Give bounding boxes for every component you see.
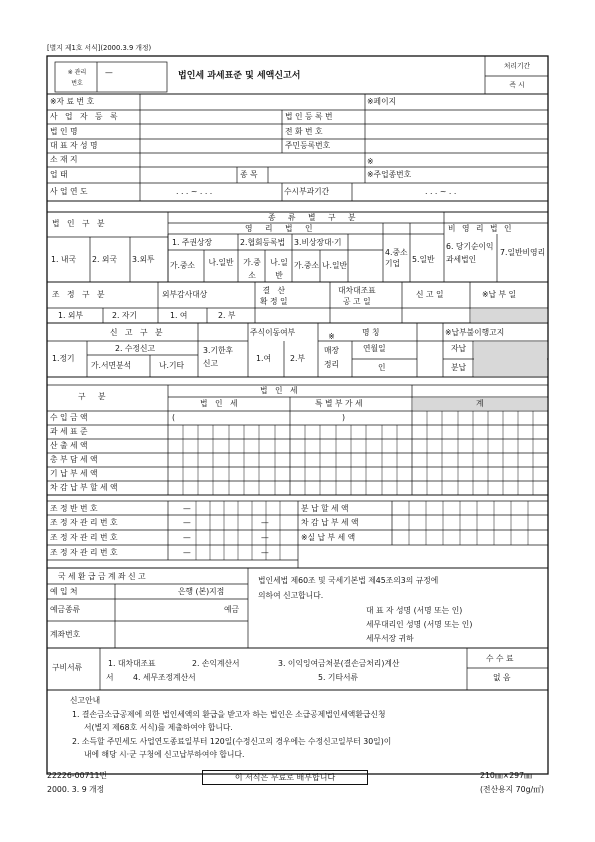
free-distribution-notice: 이 서식은 무료로 배부합니다	[202, 770, 368, 785]
document-analysis-option: 가.서면분석	[91, 361, 132, 370]
refund-account-title: 국 세 환 급 금 계 좌 신 고	[58, 572, 146, 581]
self-option: 2. 자기	[112, 311, 137, 320]
payment-date-label: ※납 부 일	[482, 290, 517, 299]
sme-option: 4.중소기업	[385, 248, 408, 268]
corporation-type-label: 법 인 구 분	[52, 219, 108, 228]
kind-header: 종 류 별 구 분	[268, 213, 361, 222]
tax-row-label: 산 출 세 액	[50, 441, 88, 450]
ledger-label: ※ 매장 정리	[324, 332, 340, 369]
fiscal-year-value: . . . ~ . . .	[176, 187, 213, 196]
corporate-registration-label: 법 인 등 록 번	[285, 112, 333, 121]
tax-office-addressee: 세무서장 귀하	[366, 634, 414, 643]
attachment-1: 1. 대차대조표	[108, 659, 156, 668]
address-label: 소 재 지	[50, 155, 78, 164]
attachment-2: 2. 손익계산서	[192, 659, 240, 668]
adjust-row-label: 조 정 자 관 리 번 호	[50, 533, 118, 542]
self-payment-label: 자납	[451, 344, 467, 353]
corporation-name-label: 법 인 명	[50, 127, 78, 136]
dash-mark: —	[183, 518, 191, 527]
fiscal-year-label: 사 업 연 도	[50, 187, 88, 196]
regular-option: 1.정기	[52, 354, 75, 363]
foreign-option: 2. 외국	[92, 255, 117, 264]
income-paren-open: (	[172, 413, 176, 422]
adjustment-type-label: 조 정 구 분	[52, 290, 108, 299]
guide-item-2: 2. 소득할 주민세도 사업연도종료일부터 120일(수정신고의 경우에는 수정신고일부터 30일)이	[72, 737, 392, 746]
business-registration-label: 사 업 자 등 록	[50, 112, 121, 121]
adjust-row-label: 조 정 자 관 리 번 호	[50, 548, 118, 557]
attachment-3-continued: 서	[106, 673, 114, 682]
audit-yes-option: 1. 여	[170, 311, 188, 320]
sme-sub-option: 가.중소	[170, 261, 196, 270]
attachment-3: 3. 이익잉여금처분(결손금처리)계산	[278, 659, 400, 668]
agent-signature: 세무대리인 성명 (서명 또는 인)	[366, 620, 473, 629]
main-item-code-label: ※주업종번호	[367, 170, 412, 179]
declaration-line-1: 법인세법 제60조 및 국세기본법 제45조의3의 규정에	[258, 576, 439, 585]
other-option: 나.기타	[159, 361, 185, 370]
general-sub-option-2: 나.일반	[270, 258, 288, 280]
dash-mark: —	[183, 548, 191, 557]
fee-label: 수 수 료	[486, 654, 514, 663]
adjust-row-label: 조 정 반 번 호	[50, 504, 98, 513]
link-date-label: 연월일	[363, 344, 386, 353]
deposit-type-label: 예금종류	[50, 605, 81, 614]
sme-sub-option-3: 가.중소	[294, 261, 320, 270]
balance-sheet-date-label: 대차대조표 공 고 일	[338, 286, 376, 306]
bank-branch-label: 은행 (본)지점	[178, 587, 225, 596]
processing-period-value: 즉 시	[509, 81, 525, 89]
shaded-cell	[474, 342, 547, 376]
registered-option: 2.협회등록법	[240, 238, 286, 247]
representative-name-label: 대 표 자 성 명	[50, 141, 98, 150]
installment-tax-label: 분 납 할 세 액	[301, 504, 349, 513]
occasional-period-value: . . . ~ . .	[425, 187, 457, 196]
nonprofit-general-option: 7.일반비영리	[500, 248, 546, 257]
report-type-label: 신 고 구 분	[110, 328, 166, 337]
dash-mark: —	[183, 504, 191, 513]
general-option: 5.일반	[412, 255, 435, 264]
revision-date: 2000. 3. 9 개정	[47, 785, 105, 794]
actual-payment-label: ※실 납 부 세 액	[301, 533, 356, 542]
foreign-invested-option: 3.외투	[132, 255, 155, 264]
address-mark: ※	[367, 157, 374, 166]
item-label: 종 목	[240, 170, 258, 179]
occasional-period-label: 수시부과기간	[284, 187, 330, 196]
nonprofit-corporation-label: 비 영 리 법 인	[448, 224, 514, 233]
form-code: 22226-00711민	[47, 771, 107, 780]
account-number-label: 계좌번호	[50, 630, 81, 639]
adjust-row-label: 조 정 자 관 리 번 호	[50, 518, 118, 527]
tax-row-label: 총 부 담 세 액	[50, 455, 98, 464]
corporate-tax-column: 법 인 세	[200, 399, 241, 408]
management-number-value: —	[105, 68, 113, 77]
guide-title: 신고안내	[70, 696, 101, 705]
settlement-date-label: 결 산 확 정 일	[260, 286, 288, 306]
guide-item-1-continued: 서(별지 제68호 서식)를 제출하여야 합니다.	[84, 723, 233, 732]
dash-mark: —	[261, 518, 269, 527]
guide-item-2-continued: 내에 해당 시·군 구청에 신고납부하여야 합니다.	[84, 750, 245, 759]
unlisted-option: 3.비상장대·기	[294, 238, 342, 247]
total-column: 계	[476, 399, 484, 408]
phone-number-label: 전 화 번 호	[285, 127, 323, 136]
stock-change-label: 주식이동여부	[250, 328, 296, 337]
paper-size: 210㎜×297㎜	[480, 771, 532, 780]
external-option: 1. 외부	[58, 311, 83, 320]
attachment-5: 5. 기타서류	[318, 673, 359, 682]
name-label: 명 칭	[362, 328, 380, 337]
listed-option: 1. 주권상장	[172, 238, 213, 247]
form-caption: [별지 제1호 서식](2000.3.9 개정)	[47, 44, 152, 52]
report-date-label: 신 고 일	[416, 290, 444, 299]
dash-mark: —	[261, 533, 269, 542]
income-paren-close: )	[342, 413, 346, 422]
amended-option: 2. 수정신고	[115, 344, 156, 353]
category-column-header: 구 분	[78, 392, 111, 401]
business-type-label: 업 태	[50, 170, 68, 179]
guide-item-1: 1. 결손금소급공제에 의한 법인세액의 환급을 받고자 하는 법인은 소급공제법인세액환급신청	[72, 710, 386, 719]
net-payment-label: 차 감 납 부 세 액	[301, 518, 359, 527]
tax-row-label: 차 감 납 부 할 세 액	[50, 483, 118, 492]
declaration-line-2: 의하여 신고합니다.	[258, 591, 324, 600]
general-sub-option: 나.일반	[208, 258, 234, 267]
profit-corporation-label: 영 리 법 인	[245, 224, 318, 233]
sme-sub-option-2: 가.중소	[243, 258, 261, 280]
installment-label: 분납	[451, 363, 467, 372]
page-label: ※페이지	[367, 97, 397, 106]
attachments-label: 구비서류	[52, 663, 83, 672]
domestic-option: 1. 내국	[51, 255, 76, 264]
shaded-cell	[471, 309, 547, 322]
tax-row-label: 수 입 금 액	[50, 413, 88, 422]
dash-mark: —	[183, 533, 191, 542]
retained-earnings-option: 6. 당기순이익과세법인	[446, 242, 494, 264]
dash-mark: —	[261, 548, 269, 557]
paper-type: (전산용지 70g/㎡)	[480, 785, 544, 794]
external-audit-label: 외부감사대상	[162, 290, 208, 299]
management-number-label: ※ 관리 번호	[67, 69, 87, 87]
deposit-suffix: 예금	[224, 605, 240, 614]
audit-no-option: 2. 부	[218, 311, 236, 320]
form-title: 법인세 과세표준 및 세액신고서	[178, 71, 301, 81]
stock-change-no: 2.부	[290, 354, 305, 363]
after-deadline-option: 3.기한후 신고	[203, 346, 234, 368]
general-sub-option-3: 나.일반	[322, 261, 348, 270]
processing-period-label: 처리기간	[503, 62, 531, 70]
tax-row-label: 기 납 부 세 액	[50, 469, 98, 478]
special-surtax-column: 특 별 부 가 세	[315, 399, 363, 408]
resident-number-label: 주민등록번호	[285, 141, 331, 150]
representative-signature: 대 표 자 성명 (서명 또는 인)	[366, 606, 463, 615]
bank-label: 예 입 처	[50, 587, 78, 596]
payment-notice-label: ※납부불이행고지	[445, 328, 505, 337]
attachment-4: 4. 세무조정계산서	[133, 673, 196, 682]
corporate-tax-header: 법 인 세	[260, 386, 301, 395]
seal-label: 인	[378, 363, 386, 372]
tax-row-label: 과 세 표 준	[50, 427, 88, 436]
fee-value: 없 음	[493, 673, 511, 682]
stock-change-yes: 1.여	[256, 354, 271, 363]
data-number-label: ※자 료 번 호	[50, 97, 95, 106]
